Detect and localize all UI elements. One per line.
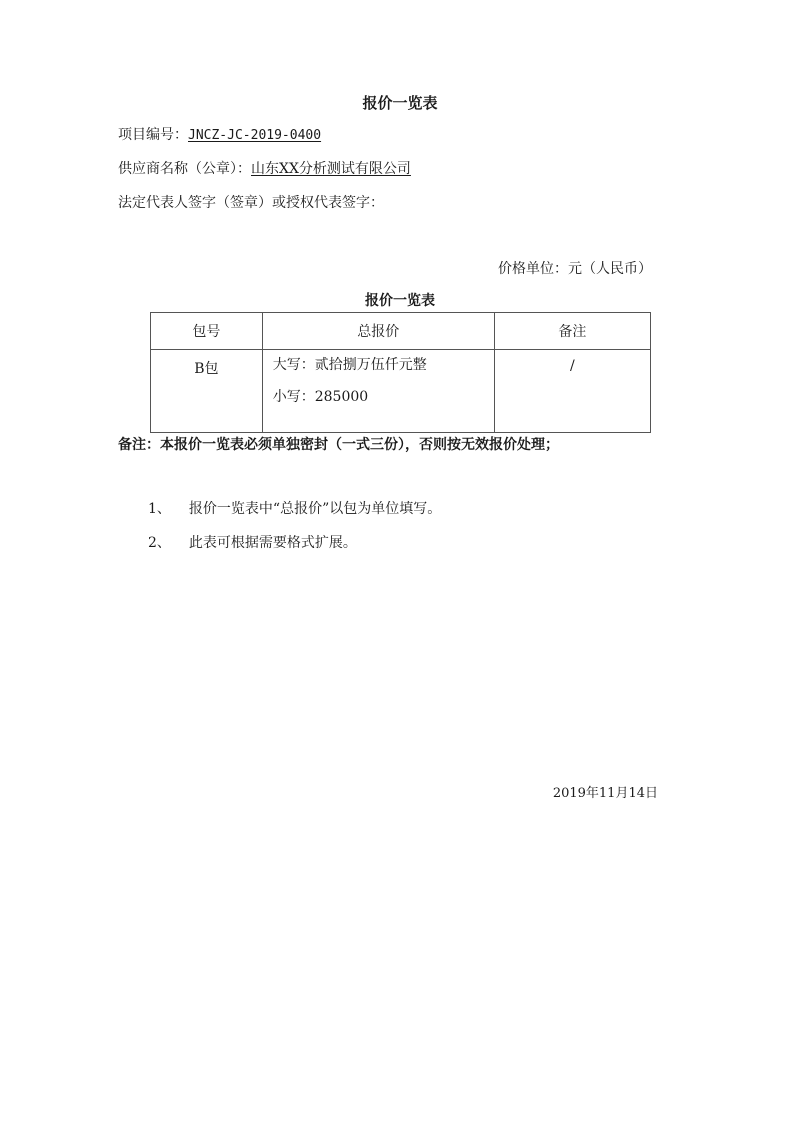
project-number-value: JNCZ-JC-2019-0400 xyxy=(188,128,322,143)
remark-statement: 备注：本报价一览表必须单独密封（一式三份），否则按无效报价处理； xyxy=(118,437,559,453)
supplier-value: 山东XX分析测试有限公司 xyxy=(251,161,411,177)
note-item xyxy=(148,532,357,552)
supplier-line xyxy=(118,158,411,178)
table-title: 报价一览表 xyxy=(365,293,435,309)
cell-total-price xyxy=(262,350,494,433)
cell-package: B包 xyxy=(151,350,263,433)
price-in-numbers: 小写：285000 xyxy=(272,389,369,405)
signature-line xyxy=(118,192,384,212)
note-item xyxy=(148,498,441,518)
table-row xyxy=(151,350,651,433)
note-text: 报价一览表中“总报价”以包为单位填写。 xyxy=(188,501,442,517)
note-number: 2、 xyxy=(148,535,171,551)
header-total-price: 总报价 xyxy=(262,313,494,350)
project-number-line xyxy=(118,124,321,144)
price-unit: 价格单位：元（人民币） xyxy=(498,261,652,277)
table-header-row xyxy=(151,313,651,350)
price-in-words: 大写：贰拾捌万伍仟元整 xyxy=(272,357,427,373)
cell-remark: / xyxy=(494,350,650,433)
document-title: 报价一览表 xyxy=(362,94,438,112)
note-text: 此表可根据需要格式扩展。 xyxy=(188,535,357,551)
header-remark: 备注 xyxy=(494,313,650,350)
header-package: 包号 xyxy=(151,313,263,350)
document-date: 2019年11月14日 xyxy=(552,786,658,801)
project-number-label: 项目编号： xyxy=(118,127,188,143)
supplier-label: 供应商名称（公章）： xyxy=(118,161,251,177)
quote-table xyxy=(150,312,651,433)
signature-label: 法定代表人签字（签章）或授权代表签字： xyxy=(118,195,384,211)
note-number: 1、 xyxy=(148,501,171,517)
